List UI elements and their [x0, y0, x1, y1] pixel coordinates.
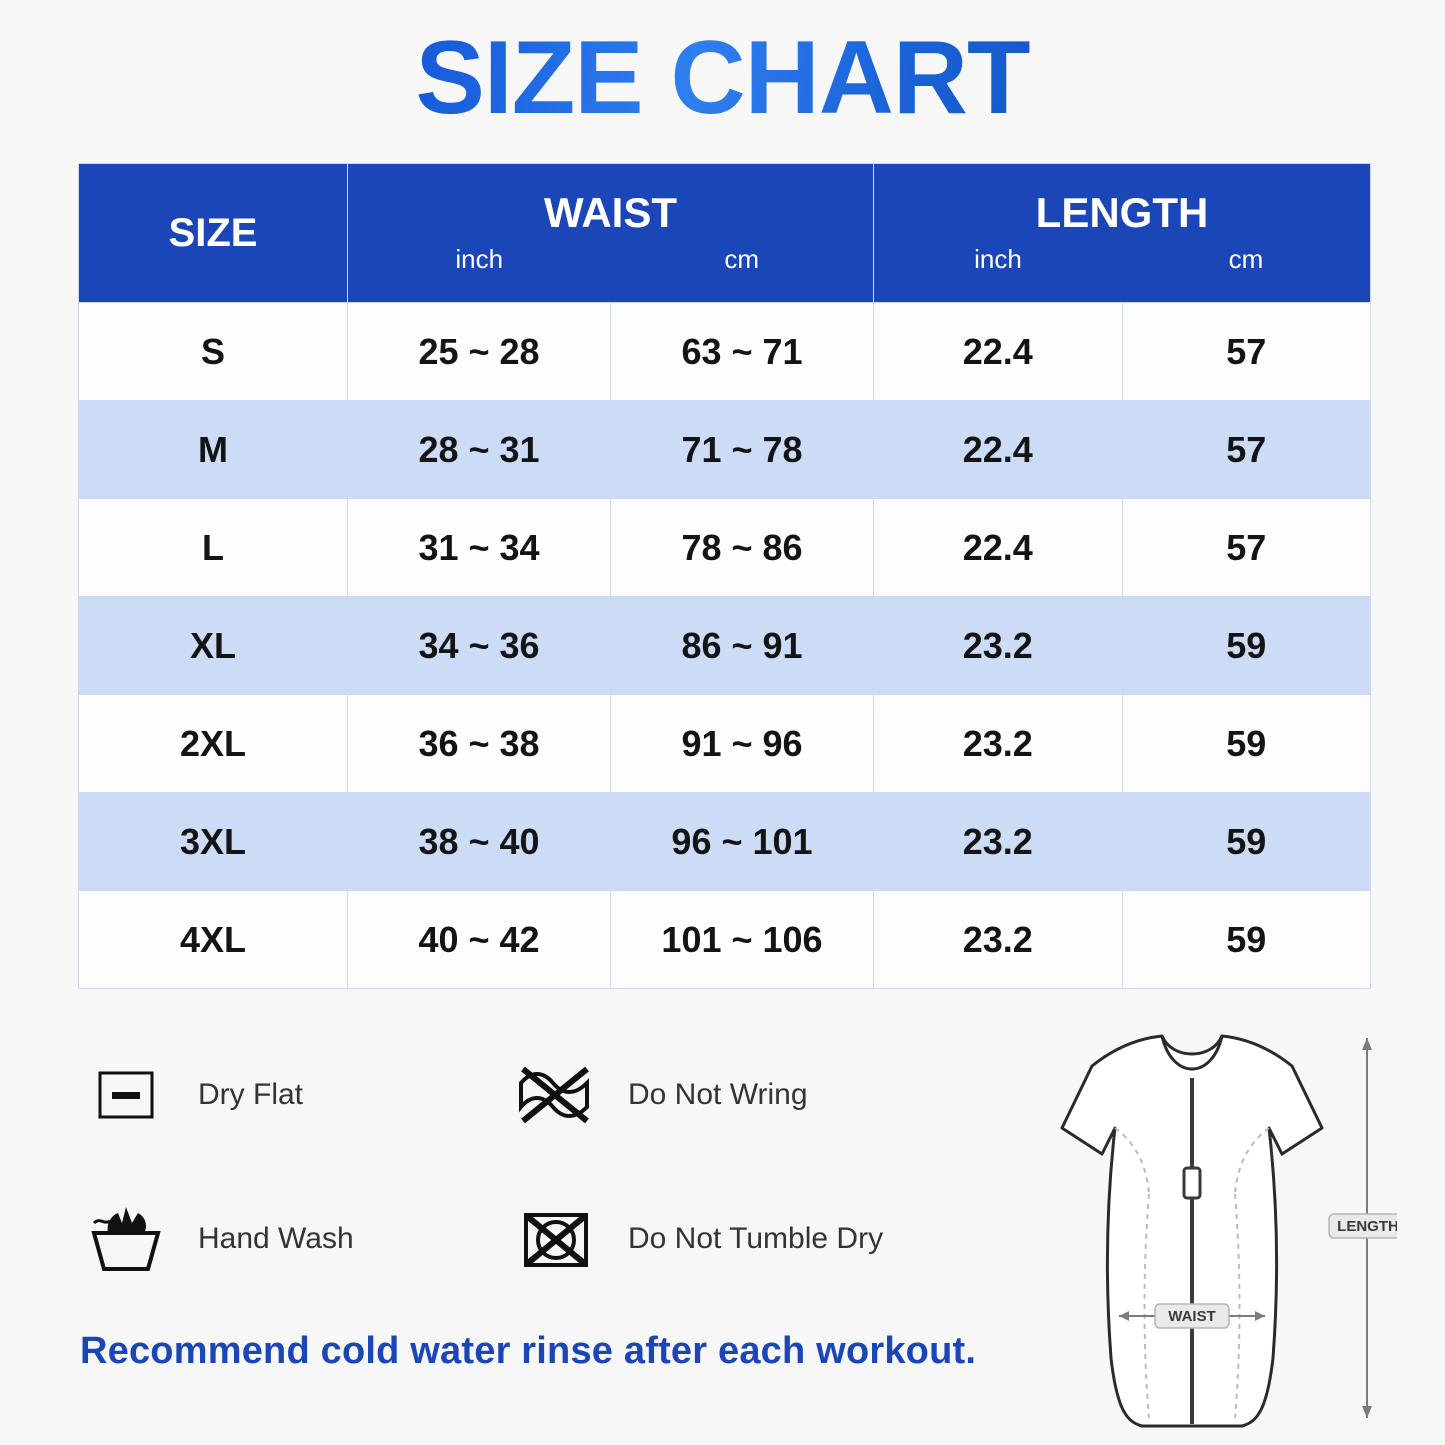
page-title: SIZE CHART	[0, 0, 1445, 133]
care-label-do-not-tumble-dry: Do Not Tumble Dry	[628, 1222, 884, 1255]
garment-illustration	[977, 1018, 1397, 1438]
cell-length-cm: 59	[1122, 793, 1371, 891]
care-label-do-not-wring: Do Not Wring	[628, 1078, 808, 1111]
table-row	[79, 597, 1371, 695]
table-row	[79, 401, 1371, 499]
do-not-tumble-dry-icon	[508, 1196, 604, 1282]
cell-length-cm: 57	[1122, 303, 1371, 401]
column-header-waist-title: WAIST	[544, 188, 677, 236]
care-item-hand-wash	[78, 1196, 508, 1282]
cell-waist-inch: 25 ~ 28	[348, 303, 611, 401]
cell-length-inch: 23.2	[874, 793, 1123, 891]
cell-length-inch: 22.4	[874, 303, 1123, 401]
cell-waist-inch: 40 ~ 42	[348, 891, 611, 989]
cell-length-inch: 22.4	[874, 499, 1123, 597]
column-header-waist-cm: cm	[724, 243, 760, 274]
cell-waist-cm: 63 ~ 71	[611, 303, 874, 401]
table-row	[79, 891, 1371, 989]
cell-waist-inch: 28 ~ 31	[348, 401, 611, 499]
table-row	[79, 695, 1371, 793]
cell-waist-cm: 96 ~ 101	[611, 793, 874, 891]
column-header-length-inch: inch	[974, 243, 1022, 274]
hand-wash-icon	[78, 1196, 174, 1282]
cell-length-inch: 23.2	[874, 891, 1123, 989]
table-row	[79, 303, 1371, 401]
care-item-do-not-wring	[508, 1052, 938, 1138]
cell-length-cm: 57	[1122, 401, 1371, 499]
cell-length-cm: 59	[1122, 597, 1371, 695]
care-item-dry-flat	[78, 1052, 508, 1138]
cell-size: 3XL	[79, 793, 348, 891]
cell-length-cm: 57	[1122, 499, 1371, 597]
cell-waist-cm: 86 ~ 91	[611, 597, 874, 695]
cell-waist-cm: 71 ~ 78	[611, 401, 874, 499]
table-body	[79, 303, 1371, 989]
table-row	[79, 793, 1371, 891]
cell-size: 2XL	[79, 695, 348, 793]
cell-size: 4XL	[79, 891, 348, 989]
column-header-length	[874, 164, 1371, 303]
cell-size: XL	[79, 597, 348, 695]
column-header-waist-inch: inch	[455, 243, 504, 274]
table-row	[79, 499, 1371, 597]
care-instructions	[78, 1052, 938, 1340]
cell-size: M	[79, 401, 348, 499]
care-label-hand-wash: Hand Wash	[198, 1222, 354, 1255]
cell-size: S	[79, 303, 348, 401]
cell-waist-inch: 31 ~ 34	[348, 499, 611, 597]
cell-length-cm: 59	[1122, 695, 1371, 793]
column-header-length-title: LENGTH	[1035, 188, 1209, 236]
column-header-length-cm: cm	[1228, 243, 1264, 274]
size-table-container	[78, 163, 1367, 989]
cell-waist-cm: 101 ~ 106	[611, 891, 874, 989]
cell-length-cm: 59	[1122, 891, 1371, 989]
do-not-wring-icon	[508, 1052, 604, 1138]
recommendation-text: Recommend cold water rinse after each workout.	[80, 1330, 977, 1372]
cell-waist-inch: 34 ~ 36	[348, 597, 611, 695]
cell-waist-cm: 78 ~ 86	[611, 499, 874, 597]
cell-length-inch: 23.2	[874, 597, 1123, 695]
waist-measure-label: WAIST	[1168, 1308, 1216, 1325]
table-header-row	[79, 164, 1371, 303]
cell-waist-inch: 36 ~ 38	[348, 695, 611, 793]
care-row-1	[78, 1052, 938, 1138]
care-label-dry-flat: Dry Flat	[198, 1078, 303, 1111]
column-header-waist	[348, 164, 874, 303]
care-item-do-not-tumble-dry	[508, 1196, 938, 1282]
cell-size: L	[79, 499, 348, 597]
column-header-size: SIZE	[79, 164, 348, 303]
table-header	[79, 164, 1371, 303]
cell-waist-inch: 38 ~ 40	[348, 793, 611, 891]
cell-waist-cm: 91 ~ 96	[611, 695, 874, 793]
size-table	[78, 163, 1371, 989]
length-measure-label: LENGTH	[1337, 1218, 1397, 1235]
care-row-2	[78, 1196, 938, 1282]
dry-flat-icon	[78, 1052, 174, 1138]
cell-length-inch: 23.2	[874, 695, 1123, 793]
cell-length-inch: 22.4	[874, 401, 1123, 499]
